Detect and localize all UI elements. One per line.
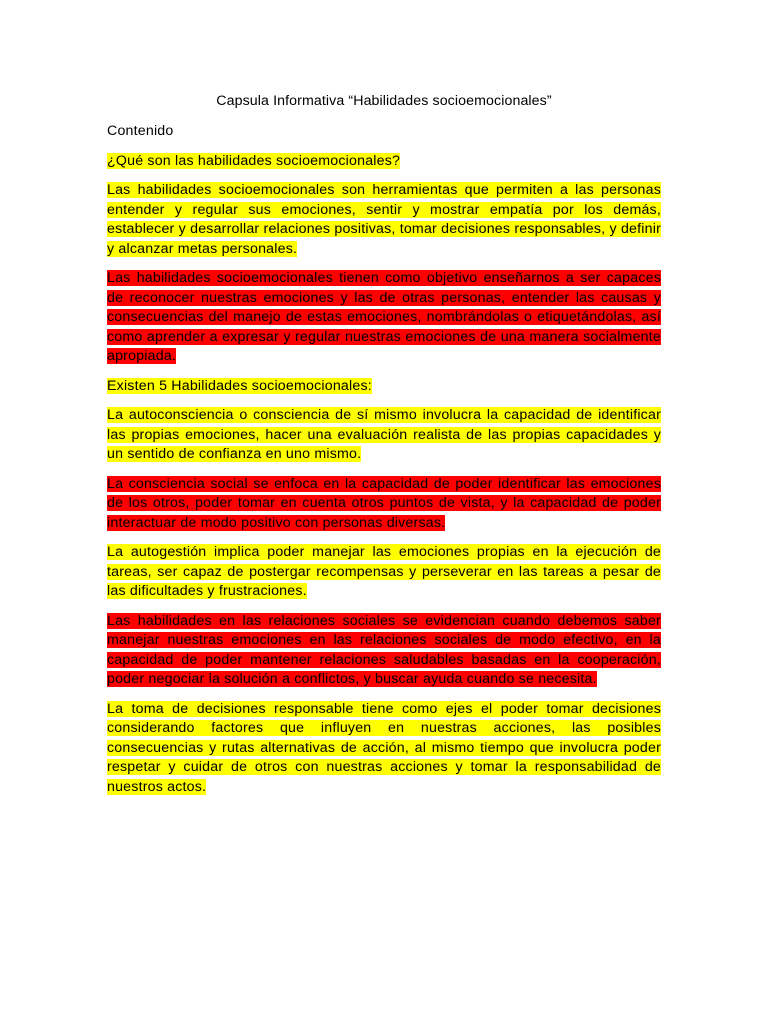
document-title: Capsula Informativa “Habilidades socioemocionales” [216, 93, 552, 109]
skill-text: La consciencia social se enfoca en la capacidad de poder identificar las emociones de los otros, poder tomar en cuenta otros puntos de vista, y la capacidad de poder interactuar de modo positivo con personas diversas. [107, 475, 661, 531]
contents-label: Contenido [107, 123, 174, 139]
skills-heading [107, 377, 661, 397]
question-text: ¿Qué son las habilidades socioemocionales? [107, 152, 401, 169]
skill-paragraph-self-awareness [107, 406, 661, 465]
skills-heading-text: Existen 5 Habilidades socioemocionales: [107, 377, 372, 394]
skill-text: La autogestión implica poder manejar las emociones propias en la ejecución de tareas, ser capaz de postergar recompensas y perseverar en las tareas a pesar de las dificultades y frustraciones. [107, 544, 661, 599]
definition-paragraph [107, 181, 661, 259]
skill-paragraph-social-awareness [107, 475, 661, 534]
objective-paragraph [107, 269, 661, 367]
document-page [107, 90, 661, 807]
skill-text: Las habilidades en las relaciones sociales se evidencian cuando debemos saber manejar nuestras emociones en las relaciones sociales de modo efectivo, en la capacidad de poder mantener relaciones saludables basadas en la cooperación, poder negociar la solución a conflictos, y buscar ayuda cuando se necesita. [107, 612, 661, 687]
definition-text: Las habilidades socioemocionales son herramientas que permiten a las personas entender y regular sus emociones, sentir y mostrar empatía por los demás, establecer y desarrollar relaciones positivas, tomar decisiones responsables, y definir y alcanzar metas personales. [107, 182, 661, 257]
question-heading [107, 152, 661, 172]
skill-paragraph-self-management [107, 543, 661, 602]
skill-paragraph-relationship-skills [107, 612, 661, 690]
skill-paragraph-decision-making [107, 700, 661, 798]
objective-text: Las habilidades socioemocionales tienen como objetivo enseñarnos a ser capaces de reconocer nuestras emociones y las de otras personas, entender las causas y consecuencias del manejo de estas emociones, nombrándolas o etiquetándolas, así como aprender a expresar y regular nuestras emociones de una manera socialmente apropiada. [107, 270, 661, 364]
skill-text: La toma de decisiones responsable tiene como ejes el poder tomar decisiones considerando factores que influyen en nuestras acciones, las posibles consecuencias y rutas alternativas de acción, al mismo tiempo que involucra poder respetar y cuidar de otros con nuestras acciones y tomar la responsabilidad de nuestros actos. [107, 700, 661, 795]
skill-text: La autoconsciencia o consciencia de sí mismo involucra la capacidad de identificar las propias emociones, hacer una evaluación realista de las propias capacidades y un sentido de confianza en uno mismo. [107, 407, 661, 462]
